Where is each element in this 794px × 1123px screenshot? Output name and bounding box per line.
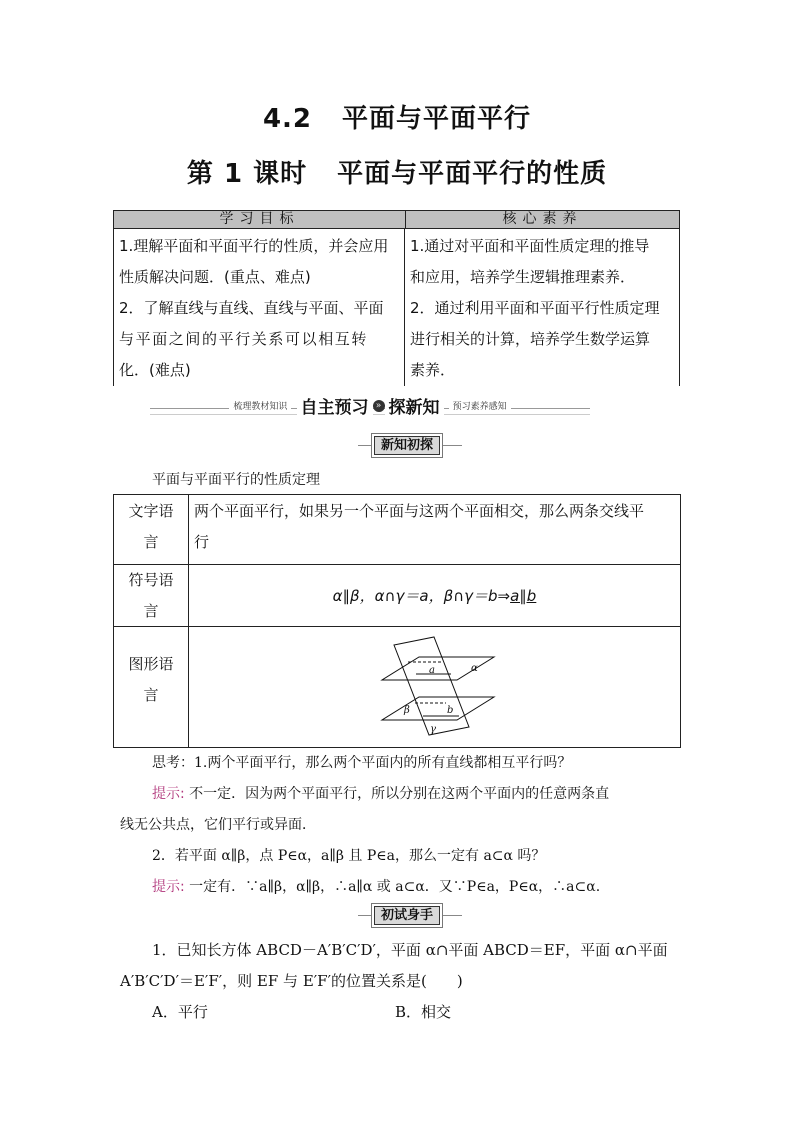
objectives-table: [113, 210, 680, 386]
hint-text: 不一定．因为两个平面平行，所以分别在这两个平面内的任意两条直: [184, 786, 610, 802]
hint-1: [152, 783, 609, 803]
literacy-line: 2．通过利用平面和平面平行性质定理: [410, 299, 660, 317]
think-question-1: 思考：1.两个平面平行，那么两个平面内的所有直线都相互平行吗？: [152, 755, 572, 771]
label-line: 文字语: [128, 502, 174, 520]
banner-main-b: 探新知: [385, 398, 444, 418]
label-a: a: [429, 665, 435, 676]
parallel-planes-figure: [189, 627, 679, 745]
section-title-text: 平面与平面平行: [342, 104, 532, 134]
objectives-right-column: [405, 229, 680, 386]
lesson-title-text: 平面与平面平行的性质: [337, 159, 608, 189]
symbolic-statement: [189, 564, 680, 626]
symbolic-conclusion: a∥b: [510, 587, 537, 605]
objectives-header-left: 学习目标: [113, 210, 406, 229]
double-arrow-icon: »: [373, 400, 385, 412]
banner-left-caption: 梳理教材知识: [229, 402, 291, 412]
think-question-2: 2．若平面 α∥β，点 P∈α，a∥β 且 P∈a，那么一定有 a⊂α 吗？: [152, 848, 546, 864]
section-banner: [150, 393, 590, 418]
label-line: 符号语: [128, 571, 174, 589]
exercise-1-line-1: 1．已知长方体 ABCD－A′B′C′D′，平面 α∩平面 ABCD＝EF，平面 α∩平面: [152, 941, 668, 959]
label-graphic: [114, 626, 189, 748]
plane-beta: [382, 697, 494, 720]
objective-line: 与平面之间的平行关系可以相互转: [119, 330, 369, 348]
label-symbolic: [114, 564, 189, 626]
symbolic-premise: α∥β，α∩γ＝a，β∩γ＝b⇒: [332, 587, 511, 605]
literacy-line: 进行相关的计算，培养学生数学运算: [410, 330, 651, 348]
exercise-1-line-2: A′B′C′D′＝E′F′，则 EF 与 E′F′的位置关系是( ): [120, 972, 463, 990]
section-number: 4.2: [262, 104, 313, 134]
lesson-title: [0, 153, 794, 190]
literacy-line: 素养．: [410, 361, 456, 379]
label-beta: β: [404, 705, 410, 716]
verbal-statement: [189, 495, 680, 564]
section-title: [0, 98, 794, 135]
objectives-left-column: [113, 229, 405, 386]
theorem-title: 平面与平面平行的性质定理: [152, 472, 320, 488]
literacy-line: 和应用，培养学生逻辑推理素养．: [410, 268, 636, 286]
hint-text: 一定有．∵a∥β，α∥β，∴a∥α 或 a⊂α．又∵P∈a，P∈α，∴a⊂α.: [184, 879, 601, 895]
label-b: b: [447, 705, 454, 716]
hint-label: 提示:: [152, 786, 185, 802]
lesson-number: 第 1 课时: [186, 159, 308, 189]
objective-line: 1.理解平面和平面平行的性质，并会应用: [119, 237, 389, 255]
label-alpha: α: [471, 663, 478, 674]
option-a: A．平行: [152, 1003, 208, 1021]
figure-cell: [189, 626, 680, 748]
objective-line: 2．了解直线与直线、直线与平面、平面: [119, 299, 384, 317]
label-line: 言: [143, 533, 159, 551]
hint-2: [152, 876, 600, 896]
new-knowledge-tag: 新知初探: [374, 436, 440, 455]
objective-line: 性质解决问题．(重点、难点): [119, 268, 311, 286]
label-line: 言: [143, 602, 159, 620]
literacy-line: 1.通过对平面和平面性质定理的推导: [410, 237, 650, 255]
objective-line: 化．(难点): [119, 361, 191, 379]
banner-right-caption: 预习素养感知: [449, 402, 511, 412]
theorem-table: [113, 494, 681, 748]
option-b: B．相交: [395, 1003, 452, 1021]
label-line: 言: [143, 686, 159, 704]
banner-main-a: 自主预习: [297, 398, 373, 418]
statement-line: 行: [194, 533, 210, 551]
hint-1-cont: 线无公共点，它们平行或异面．: [120, 817, 316, 833]
label-verbal: [114, 495, 189, 564]
first-try-tag: 初试身手: [374, 906, 440, 925]
label-line: 图形语: [128, 655, 174, 673]
statement-line: 两个平面平行，如果另一个平面与这两个平面相交，那么两条交线平: [194, 502, 645, 520]
label-gamma: γ: [430, 724, 436, 735]
objectives-header-right: 核心素养: [405, 210, 680, 229]
hint-label: 提示:: [152, 879, 185, 895]
